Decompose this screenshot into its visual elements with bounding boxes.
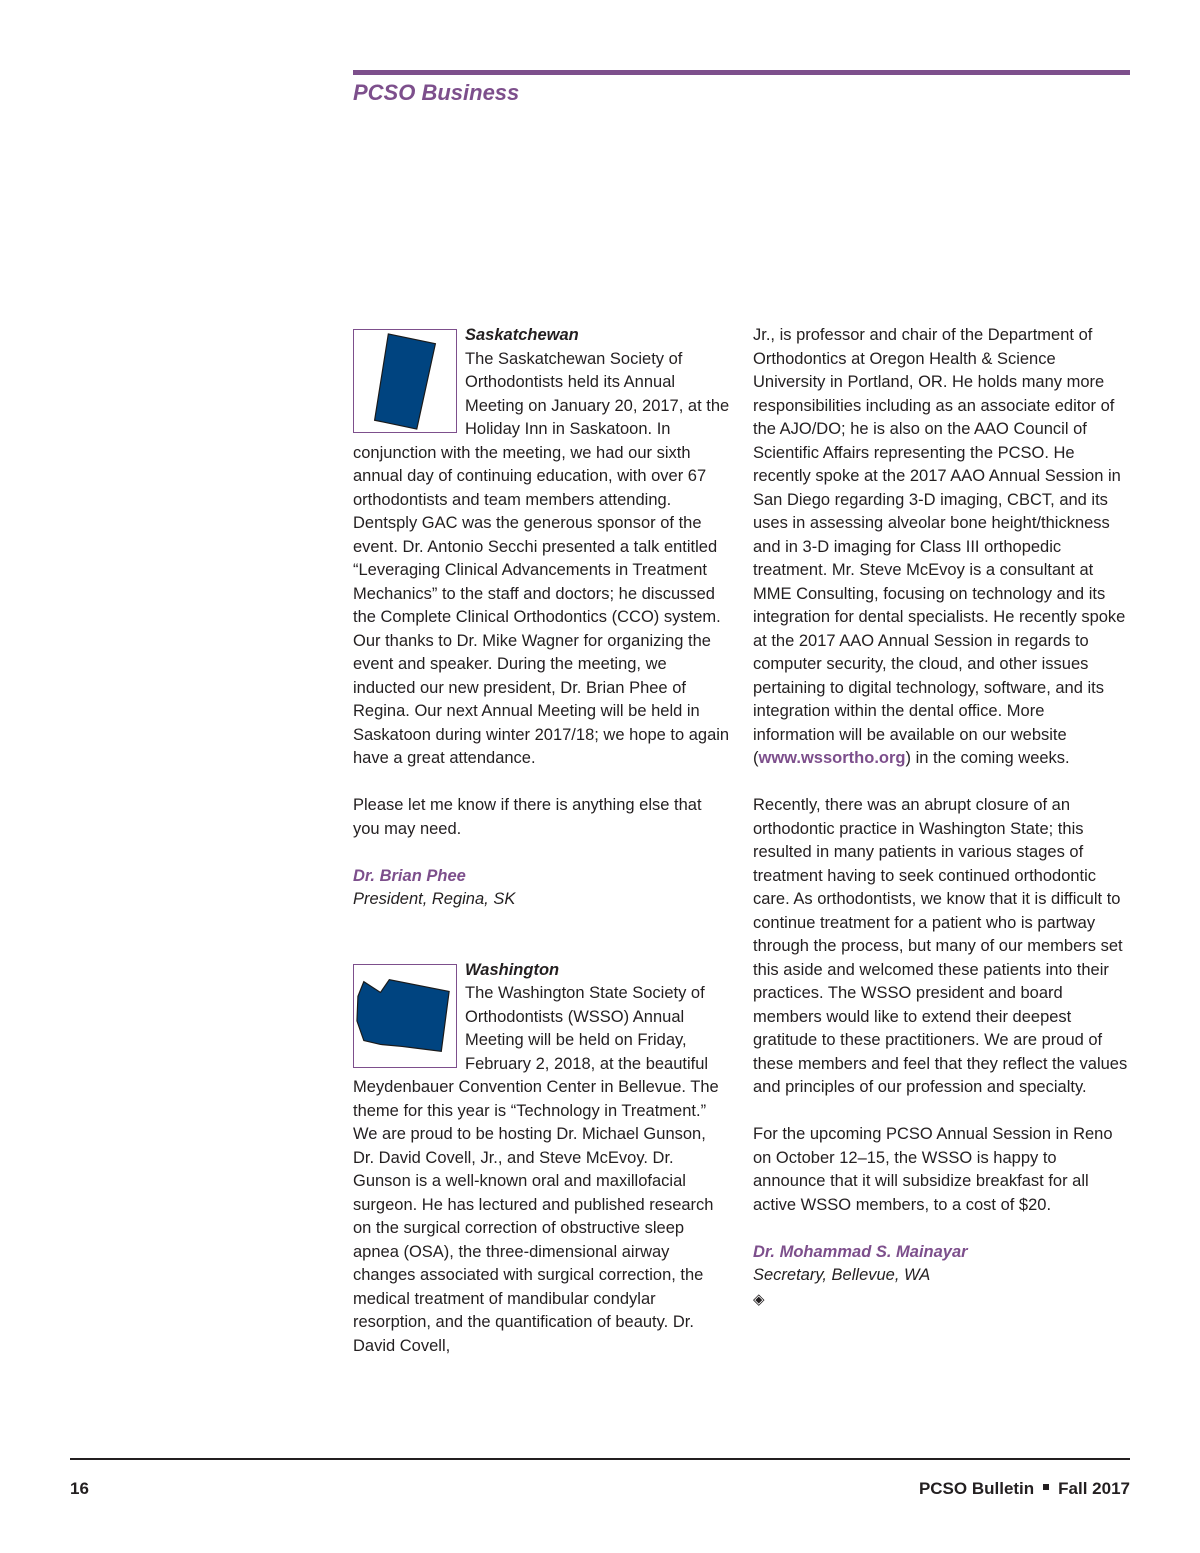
washington-shape [357,979,449,1051]
saskatchewan-map-icon [353,329,457,433]
saskatchewan-signature-title: President, Regina, SK [353,890,516,908]
publication-name: PCSO Bulletin [918,1479,1035,1498]
left-column [353,324,730,1358]
section-title: PCSO Business [353,80,520,105]
saskatchewan-paragraph: The Saskatchewan Society of Orthodontists held its Annual Meeting on January 20, 2017, at the Holiday Inn in Saskatoon. In conjunction with the meeting, we had our sixth annual day of continuing education, with over 67 orthodontists and team members attending. Dentsply GAC was the generous sponsor of the event. Dr. Antonio Secchi presented a talk entitled “Leveraging Clinical Advancements in Treatment Mechanics” to the staff and doctors; he discussed the Complete Clinical Orthodontics (CCO) system. Our thanks to Dr. Mike Wagner for organizing the event and speaker. During the meeting, we inducted our new president, Dr. Brian Phee of Regina. Our next Annual Meeting will be held in Saskatoon during winter 2017/18; we hope to again have a great attendance. [353,349,730,767]
issue-label: Fall 2017 [1058,1479,1130,1498]
washington-heading: Washington [465,960,560,979]
right-column [753,324,1130,1311]
bottom-rule [70,1458,1130,1460]
saskatchewan-heading: Saskatchewan [465,326,579,344]
footer-title [919,1479,1130,1499]
website-link-close-text: ) in the coming weeks. [905,749,1070,767]
washington-signature-name: Dr. Mohammad S. Mainayar [753,1242,968,1261]
washington-signature [753,1241,1130,1312]
washington-map-icon [353,964,457,1068]
page-number: 16 [70,1479,89,1498]
website-link[interactable]: www.wssortho.org [758,749,906,767]
washington-signature-title: Secretary, Bellevue, WA [753,1266,931,1284]
saskatchewan-closing-paragraph: Please let me know if there is anything else that you may need. [353,796,702,838]
bullet-icon [1043,1484,1049,1490]
washington-annual-session-paragraph: For the upcoming PCSO Annual Session in Reno on October 12–15, the WSSO is happy to announce that it will subsidize breakfast for all active WSSO members, to a cost of $20. [753,1125,1113,1214]
website-link-open-paren: ( [753,749,759,767]
saskatchewan-signature-name: Dr. Brian Phee [353,866,466,885]
saskatchewan-signature [353,865,730,912]
washington-paragraph-part2 [753,324,1130,771]
saskatchewan-shape [375,334,436,429]
washington-closure-paragraph: Recently, there was an abrupt closure of an orthodontic practice in Washington State; this resulted in many patients in various stages of treatment having to seek continued orthodontic care. As orthodontists, we know that it is difficult to continue treatment for a patient who is partway through the process, but many of our members set this aside and welcomed these patients into their practices. The WSSO president and board members would like to extend their deepest gratitude to these practitioners. We are proud of these members and feel that they reflect the values and principles of our profession and specialty. [753,796,1128,1096]
top-rule [353,70,1130,75]
washington-paragraph-continued: Jr., is professor and chair of the Department of Orthodontics at Oregon Health & Science University in Portland, OR. He holds many more responsibilities including as an associate editor of the AJO/DO; he is also on the AAO Council of Scientific Affairs representing the PCSO. He recently spoke at the 2017 AAO Annual Session in San Diego regarding 3-D imaging, CBCT, and its uses in assessing alveolar bone height/thickness and in 3-D imaging for Class III orthopedic treatment. Mr. Steve McEvoy is a consultant at MME Consulting, focusing on technology and its integration for dental specialists. He recently spoke at the 2017 AAO Annual Session in regards to computer security, the cloud, and other issues pertaining to digital technology, software, and its integration within the dental office. More information will be available on our website [753,326,1126,744]
section-spacer [353,912,730,959]
washington-paragraph-part1: The Washington State Society of Orthodontists (WSSO) Annual Meeting will be held on Friday, February 2, 2018, at the beautiful Meydenbauer Convention Center in Bellevue. The theme for this year is “Technology in Treatment.” We are proud to be hosting Dr. Michael Gunson, Dr. David Covell, Jr., and Steve McEvoy. Dr. Gunson is a well-known oral and maxillofacial surgeon. He has lectured and published research on the surgical correction of obstructive sleep apnea (OSA), the three-dimensional airway changes associated with surgical correction, the medical treatment of mandibular condylar resorption, and the quantification of beauty. Dr. David Covell, [353,984,719,1355]
end-mark-icon: ◈ [753,1290,765,1308]
